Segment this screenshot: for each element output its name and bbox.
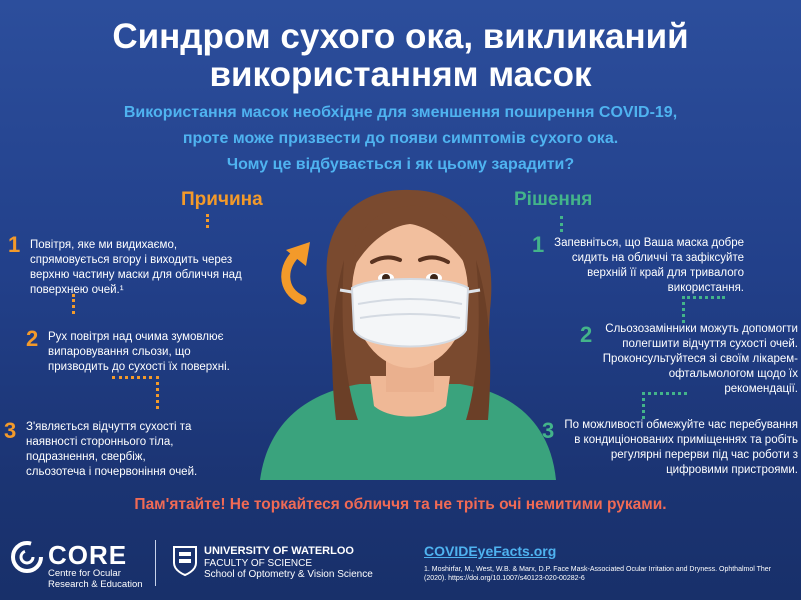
core-logo-icon [10,540,44,574]
title-line-1: Синдром сухого ока, викликаний [112,17,689,56]
cause-heading: Причина [181,189,263,210]
cause-text-1-line: спрямовується вгору і виходить через [30,254,233,266]
reference-citation [424,565,794,583]
cause-number-1: 1 [8,232,21,257]
woman-with-mask-illustration [240,180,560,480]
solution-number-3: 3 [542,418,555,443]
solution-text-1-line: верхній її край для тривалого [587,267,744,279]
solution-text-2-line: полегшити відчуття сухості очей. [622,338,798,350]
cause-text-3 [26,420,236,480]
cause-text-2 [48,330,258,375]
solution-text-2-line: Сльозозамінники можуть допомогти [605,323,798,335]
waterloo-text [204,546,373,581]
cause-text-3-line: З'являється відчуття сухості та [26,421,192,433]
core-sub-line: Centre for Ocular [48,568,121,579]
subtitle-line-1: Використання масок необхідне для зменшення поширення COVID-19, [123,104,678,121]
subtitle [40,100,761,178]
face-mask-icon [340,279,480,347]
solution-text-3-line: в кондиціонованих приміщеннях та робіть [574,434,798,446]
solution-text-2 [598,322,798,397]
uw-line-3: School of Optometry & Vision Science [204,569,373,580]
reference-line-1: 1. Moshirfar, M., West, W.B. & Marx, D.P. Face Mask-Associated Ocular Irritation and Dryness. Ophthalmol Ther [424,566,772,573]
solution-text-1 [548,236,744,296]
cause-text-1-line: поверхнею очей.¹ [30,284,124,296]
airflow-arrow-icon [286,242,310,300]
cause-text-1-line: верхню частину маски для обличчя над [30,269,242,281]
solution-number-1: 1 [532,232,545,257]
solution-text-1-line: сидить на обличчі та зафіксуйте [571,252,744,264]
covid-eye-facts-link[interactable]: COVIDEyeFacts.org [424,543,557,559]
cause-text-3-line: сльозотеча і почервоніння очей. [26,466,198,478]
uw-line-1: UNIVERSITY OF WATERLOO [204,545,354,557]
reference-line-2: (2020). https://doi.org/10.1007/s40123-020-00282-6 [424,575,585,582]
cause-text-3-line: подразнення, свербіж, [26,451,146,463]
cause-text-3-line: наявності стороннього тіла, [26,436,174,448]
cause-number-2: 2 [26,326,39,351]
waterloo-crest-icon [172,545,198,577]
cause-text-2-line: випаровування сльози, що [48,346,191,358]
cause-text-2-line: Рух повітря над очима зумовлює [48,331,224,343]
solution-text-3-line: регулярні перерви під час роботи з [610,449,798,461]
solution-text-2-line: Проконсультуйтеся зі своїм лікарем- [602,353,798,365]
solution-connector-1 [560,216,563,232]
core-logo-subtitle [48,568,143,590]
core-sub-line: Research & Education [48,579,143,590]
cause-text-1-line: Повітря, яке ми видихаємо, [30,239,178,251]
solution-heading: Рішення [514,189,593,210]
reminder-text: Пам'ятайте! Не торкайтеся обличчя та не тріть очі немитими руками. [134,496,667,513]
subtitle-line-2: проте може призвести до появи симптомів сухого ока. [182,130,619,147]
solution-text-2-line: офтальмологом щодо їх рекомендації. [668,368,798,395]
solution-text-1-line: Запевніться, що Ваша маска добре [554,237,744,249]
core-logo-name: CORE [48,540,128,570]
solution-text-1-line: використання. [667,282,744,294]
subtitle-line-3: Чому це відбувається і як цьому зарадити? [226,156,575,173]
solution-number-2: 2 [580,322,593,347]
page-title [0,18,801,94]
title-line-2: використанням масок [209,55,592,94]
solution-connector-2 [682,296,725,323]
footer-divider [155,540,156,586]
cause-text-1 [30,238,260,298]
solution-text-3 [560,418,798,478]
solution-text-3-line: По можливості обмежуйте час перебування [564,419,798,431]
solution-text-3-line: цифровими пристроями. [666,464,798,476]
cause-number-3: 3 [4,418,17,443]
uw-line-2: FACULTY OF SCIENCE [204,557,312,569]
cause-connector-4 [112,376,159,409]
cause-connector-1 [206,214,209,228]
cause-text-2-line: призводить до сухості їх поверхні. [48,361,230,373]
